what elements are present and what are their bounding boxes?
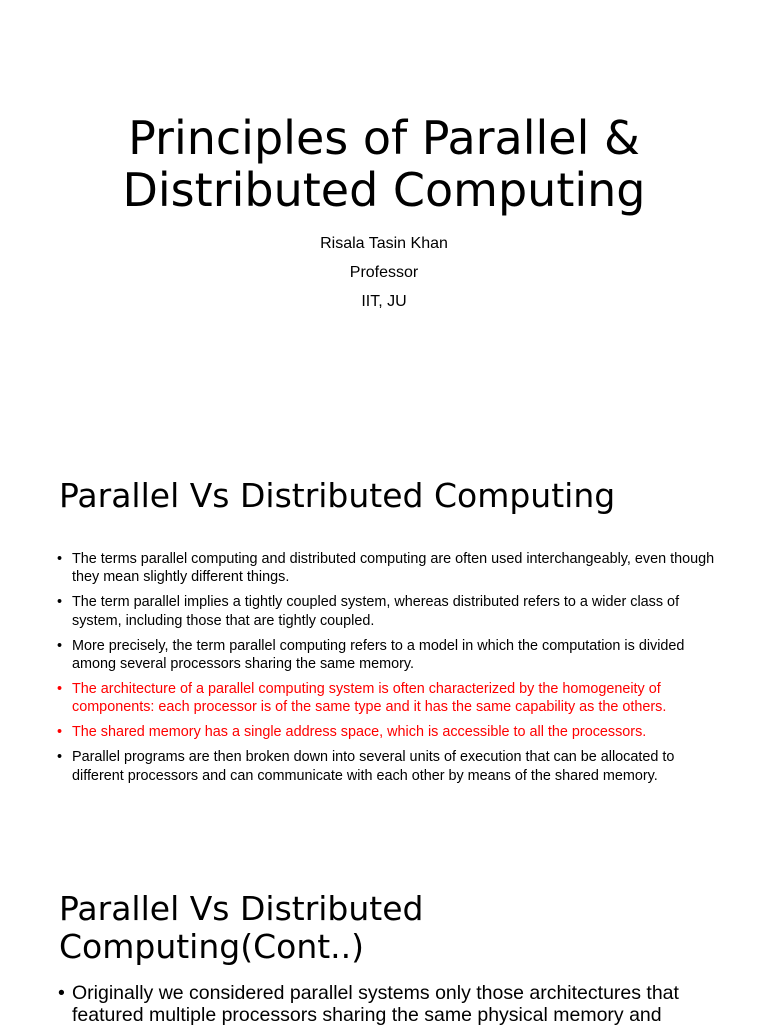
author-block — [0, 229, 768, 316]
bullet-item — [58, 982, 718, 1026]
bullet-text: The term parallel implies a tightly coupled system, whereas distributed refers to a wider class of system, including those that are tightly coupled. — [72, 594, 680, 629]
bullet-text: Originally we considered parallel systems only those architectures that featured multiple processors sharing the same physical memory and — [72, 982, 679, 1026]
bullet-item — [57, 748, 717, 785]
bullet-item — [57, 550, 717, 587]
slide-title — [59, 890, 423, 966]
content-slide-3 — [0, 864, 768, 1024]
presentation-title — [40, 112, 728, 216]
bullet-item-highlighted — [57, 680, 717, 717]
author-affiliation: IIT, JU — [361, 293, 407, 310]
author-position: Professor — [349, 264, 419, 281]
bullet-text: The architecture of a parallel computing system is often characterized by the homogeneity of components: each processor is of the same type and it has the same capability as the others. — [72, 680, 667, 716]
bullet-marker: • — [58, 982, 65, 1004]
bullet-marker: • — [57, 551, 63, 567]
bullet-list — [58, 982, 718, 1026]
bullet-marker: • — [57, 724, 63, 741]
bullet-marker: • — [57, 680, 63, 697]
bullet-marker: • — [57, 594, 63, 611]
bullet-item — [57, 593, 717, 630]
bullet-text: Parallel programs are then broken down into several units of execution that can be allocated to different processors and can communicate with each other by means of the shared memory. — [72, 749, 675, 784]
slide-title-line-2: Computing(Cont..) — [59, 927, 365, 966]
author-name: Risala Tasin Khan — [320, 235, 448, 252]
bullet-item-highlighted — [57, 723, 717, 741]
presentation-title-line-2: Distributed Computing — [122, 163, 646, 217]
slide-title: Parallel Vs Distributed Computing — [59, 476, 616, 515]
bullet-item — [57, 637, 717, 674]
title-slide — [0, 0, 768, 432]
bullet-marker: • — [57, 749, 63, 766]
content-slide-2 — [0, 432, 768, 864]
bullet-text: The terms parallel computing and distributed computing are often used interchangeably, even though they mean slightly different things. — [72, 551, 715, 586]
bullet-marker: • — [57, 637, 63, 654]
slide-title-line-1: Parallel Vs Distributed — [59, 889, 424, 928]
bullet-text: More precisely, the term parallel computing refers to a model in which the computation is divided among several processors sharing the same memory. — [72, 637, 685, 673]
presentation-title-line-1: Principles of Parallel & — [128, 111, 640, 165]
bullet-list — [57, 550, 717, 791]
bullet-text: The shared memory has a single address space, which is accessible to all the processors. — [72, 724, 647, 741]
